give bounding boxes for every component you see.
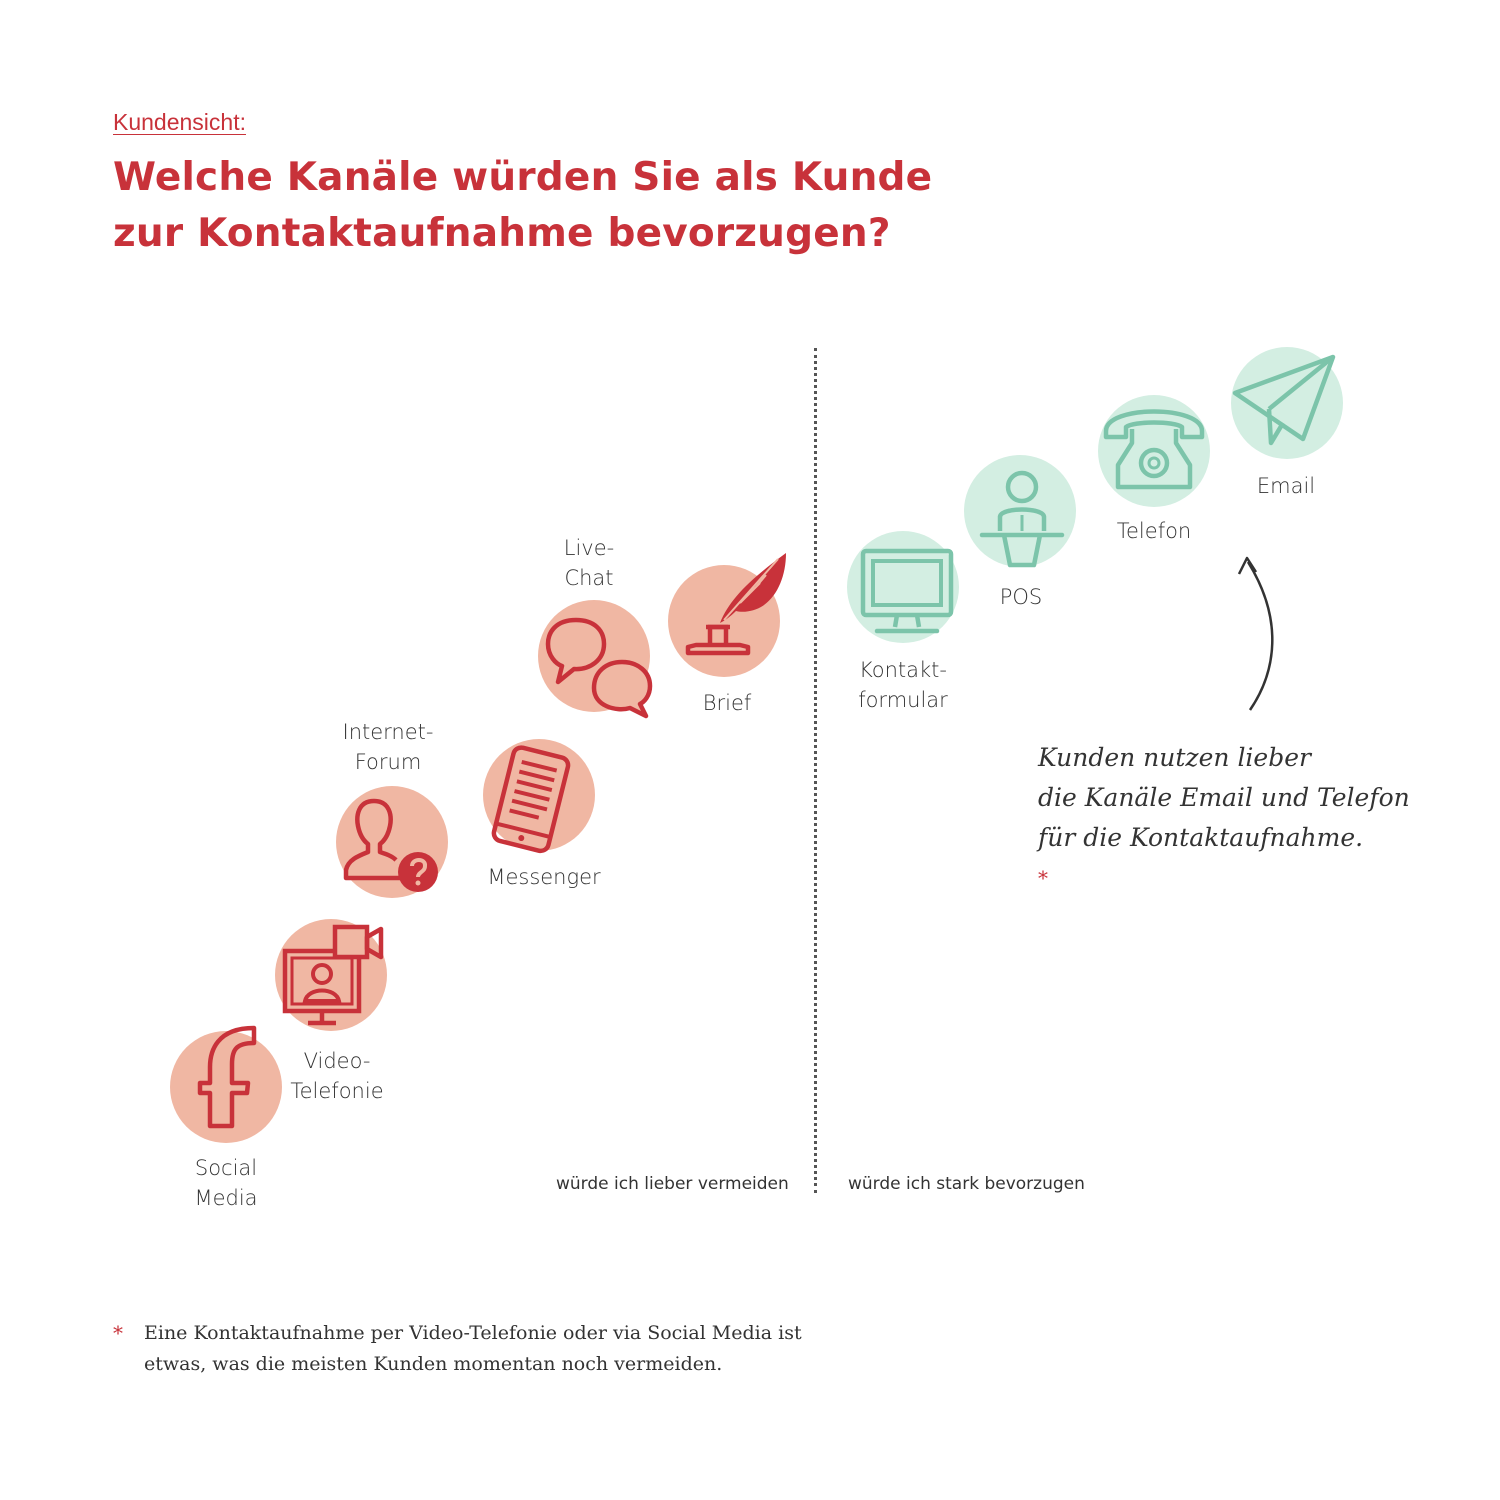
footnote-line-2: etwas, was die meisten Kunden momentan noch vermeiden.	[144, 1353, 723, 1375]
bubble-live-chat	[538, 600, 650, 712]
title-line-2: zur Kontaktaufnahme bevorzugen?	[113, 211, 891, 256]
label-social-media: Social Media	[194, 1156, 258, 1210]
bubble-pos	[964, 455, 1076, 567]
bubble-telefon	[1098, 395, 1210, 507]
bubble-kontaktformular	[847, 531, 959, 643]
bubble-social-media	[170, 1031, 282, 1143]
person-counter-icon	[964, 455, 1076, 567]
insight-note: Kunden nutzen lieber die Kanäle Email und Telefon für die Kontaktaufnahme. *	[1038, 738, 1410, 898]
smartphone-icon	[483, 739, 595, 851]
footnote-line-1: Eine Kontaktaufnahme per Video-Telefonie oder via Social Media ist	[144, 1322, 802, 1344]
footnote-asterisk: *	[113, 1321, 123, 1345]
label-pos: POS	[999, 585, 1043, 609]
bubble-internet-forum	[336, 786, 448, 898]
footnote	[113, 1318, 802, 1380]
bubble-video-telefonie	[275, 919, 387, 1031]
axis-label-avoid: würde ich lieber vermeiden	[556, 1174, 789, 1194]
curved-arrow-icon	[1220, 548, 1300, 718]
label-internet-forum: Internet- Forum	[342, 720, 434, 774]
kicker-label: Kundensicht:	[113, 109, 246, 135]
axis-divider	[814, 348, 817, 1193]
bubble-email	[1231, 347, 1343, 459]
label-brief: Brief	[702, 691, 752, 715]
label-live-chat: Live- Chat	[563, 536, 615, 590]
chat-bubbles-icon	[538, 600, 650, 712]
user-question-icon	[336, 786, 448, 898]
axis-label-prefer: würde ich stark bevorzugen	[848, 1174, 1085, 1194]
video-call-icon	[275, 919, 387, 1031]
paper-plane-icon	[1231, 347, 1343, 459]
label-messenger: Messenger	[487, 865, 601, 889]
facebook-icon	[170, 1031, 282, 1143]
telephone-icon	[1098, 395, 1210, 507]
monitor-icon	[847, 531, 959, 643]
quill-inkwell-icon	[668, 565, 780, 677]
page-title	[113, 150, 1013, 262]
bubble-messenger	[483, 739, 595, 851]
label-email: Email	[1256, 474, 1316, 498]
bubble-brief	[668, 565, 780, 677]
label-video-telefonie: Video- Telefonie	[290, 1049, 384, 1103]
label-telefon: Telefon	[1116, 519, 1192, 543]
label-kontaktformular: Kontakt- formular	[858, 658, 948, 712]
title-line-1: Welche Kanäle würden Sie als Kunde	[113, 155, 933, 200]
note-asterisk: *	[1038, 866, 1048, 890]
